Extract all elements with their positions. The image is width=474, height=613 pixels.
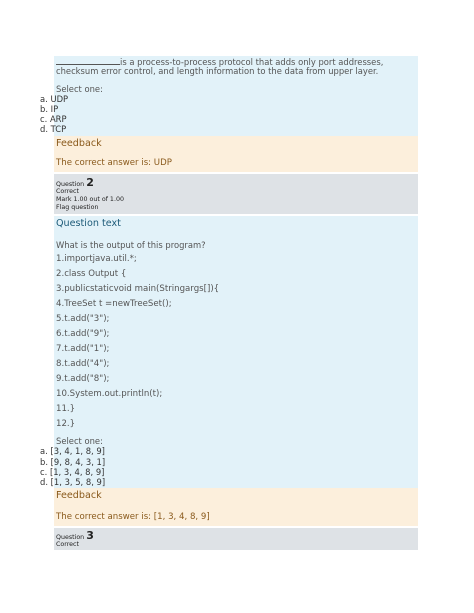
option-c[interactable] xyxy=(40,467,104,477)
question-number: 3 xyxy=(86,529,94,542)
code-line: 4.TreeSet t =newTreeSet(); xyxy=(56,299,172,309)
feedback-correct-answer: The correct answer is: [1, 3, 4, 8, 9] xyxy=(56,512,210,522)
option-text: [3, 4, 1, 8, 9] xyxy=(50,446,105,456)
option-c[interactable] xyxy=(40,114,67,124)
option-b[interactable] xyxy=(40,457,105,467)
option-letter: a. xyxy=(40,446,48,456)
option-letter: c. xyxy=(40,114,48,124)
option-a[interactable] xyxy=(40,94,68,104)
code-line: 6.t.add("9"); xyxy=(56,329,110,339)
code-line: 7.t.add("1"); xyxy=(56,344,110,354)
question-2-mark: Mark 1.00 out of 1.00 xyxy=(56,196,124,203)
question-3-info-panel xyxy=(54,528,418,550)
question-1-text-line-2: checksum error control, and length information to the data from upper layer. xyxy=(56,66,379,76)
question-label: Question xyxy=(56,181,85,188)
question-2-prompt: What is the output of this program? xyxy=(56,240,206,250)
flag-question-link[interactable]: Flag question xyxy=(56,204,99,211)
code-line: 1.importjava.util.*; xyxy=(56,254,137,264)
option-letter: b. xyxy=(40,457,48,467)
option-text: IP xyxy=(50,104,59,114)
code-line: 9.t.add("8"); xyxy=(56,374,110,384)
option-text: TCP xyxy=(50,124,67,134)
code-line: 2.class Output { xyxy=(56,269,127,279)
select-one-label: Select one: xyxy=(56,436,103,446)
option-letter: d. xyxy=(40,124,48,134)
select-one-label: Select one: xyxy=(56,84,103,94)
option-b[interactable] xyxy=(40,104,58,114)
option-text: [1, 3, 4, 8, 9] xyxy=(49,467,105,477)
code-line: 12.} xyxy=(56,419,76,429)
option-text: [9, 8, 4, 3, 1] xyxy=(50,457,106,467)
option-letter: c. xyxy=(40,467,48,477)
option-d[interactable] xyxy=(40,477,105,487)
option-letter: a. xyxy=(40,94,48,104)
code-line: 3.publicstaticvoid main(Stringargs[]){ xyxy=(56,284,220,294)
question-text-title: Question text xyxy=(56,218,121,229)
feedback-title: Feedback xyxy=(56,490,102,501)
question-1-text-a: is a process-to-process protocol that adds only port addresses, xyxy=(120,57,384,67)
option-letter: d. xyxy=(40,477,48,487)
option-text: UDP xyxy=(50,94,69,104)
question-2-status: Correct xyxy=(56,188,79,195)
question-label: Question xyxy=(56,534,85,541)
code-line: 11.} xyxy=(56,404,76,414)
question-number: 2 xyxy=(86,176,94,189)
question-3-status: Correct xyxy=(56,541,79,548)
option-text: ARP xyxy=(49,114,67,124)
code-line: 10.System.out.println(t); xyxy=(56,389,163,399)
question-2-info-panel xyxy=(54,174,418,214)
code-line: 5.t.add("3"); xyxy=(56,314,110,324)
option-a[interactable] xyxy=(40,446,105,456)
feedback-correct-answer: The correct answer is: UDP xyxy=(56,158,172,168)
option-text: [1, 3, 5, 8, 9] xyxy=(50,477,106,487)
code-line: 8.t.add("4"); xyxy=(56,359,110,369)
answer-blank xyxy=(56,56,120,65)
option-d[interactable] xyxy=(40,124,66,134)
feedback-title: Feedback xyxy=(56,138,102,149)
option-letter: b. xyxy=(40,104,48,114)
